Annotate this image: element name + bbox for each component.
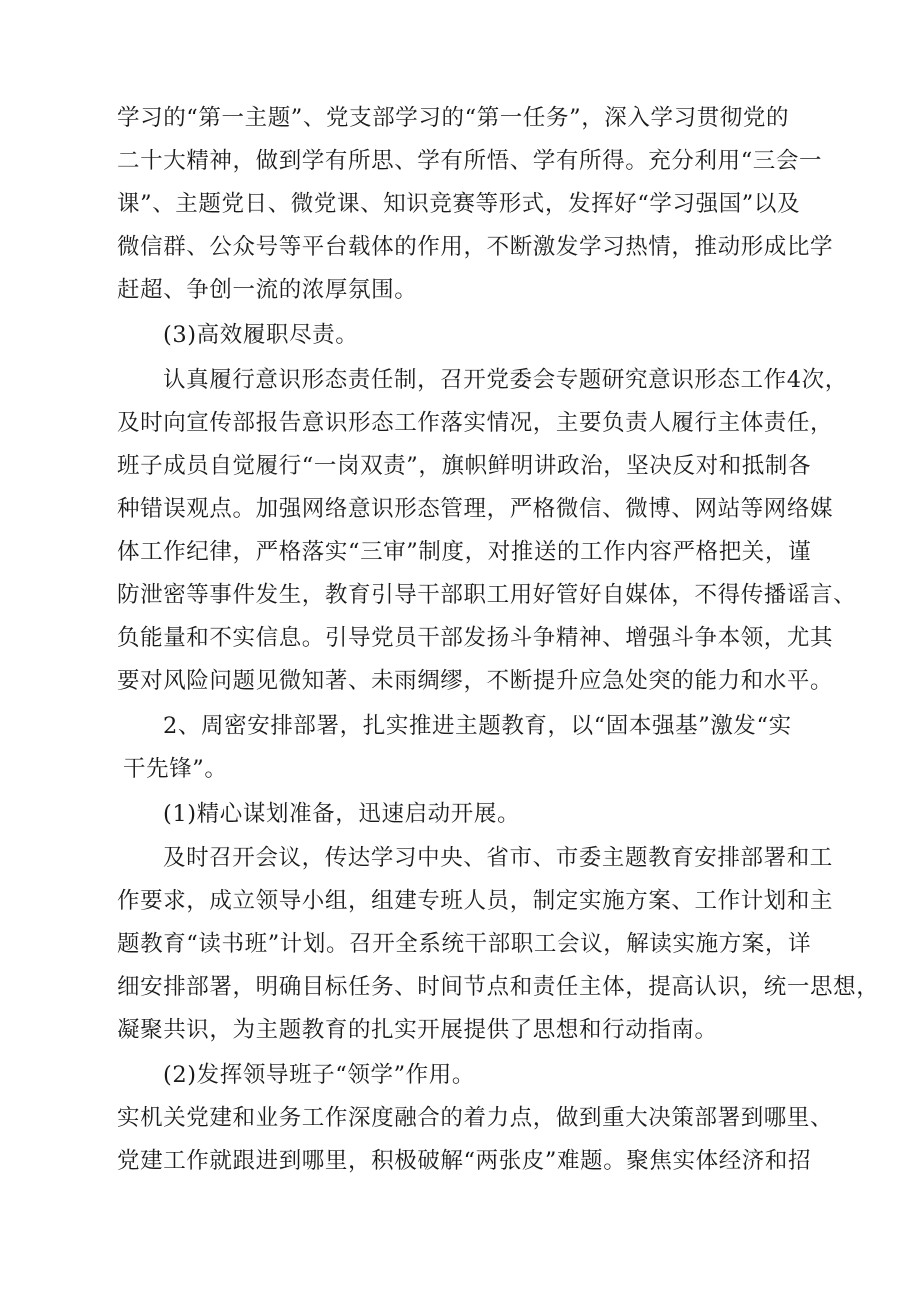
body-text-line: 作要求，成立领导小组，组建专班人员，制定实施方案、工作计划和主 <box>117 888 834 914</box>
subsection-heading: (3)高效履职尽责。 <box>163 322 359 348</box>
body-text-line: 细安排部署，明确目标任务、时间节点和责任主体，提高认识，统一思想， <box>117 974 880 1000</box>
body-text-line: 要对风险问题见微知著、未雨绸缪，不断提升应急处突的能力和水平。 <box>117 668 834 694</box>
section-heading-continued: 干先锋”。 <box>123 756 228 782</box>
body-text-line: 班子成员自觉履行“一岗双责”，旗帜鲜明讲政治，坚决反对和抵制各 <box>117 453 812 479</box>
body-text-line: 赶超、争创一流的浓厚氛围。 <box>117 277 418 303</box>
body-text-line: 种错误观点。加强网络意识形态管理，严格微信、微博、网站等网络媒 <box>117 496 834 522</box>
body-text-line: 防泄密等事件发生，教育引导干部职工用好管好自媒体，不得传播谣言、 <box>117 582 857 608</box>
body-text-line: 体工作纪律，严格落实“三审”制度，对推送的工作内容严格把关，谨 <box>117 539 812 565</box>
body-text-line: 负能量和不实信息。引导党员干部发扬斗争精神、增强斗争本领，尤其 <box>117 625 834 651</box>
section-heading: 2、周密安排部署，扎实推进主题教育，以“固本强基”激发“实 <box>163 713 792 739</box>
body-text-line: 课”、主题党日、微党课、知识竞赛等形式，发挥好“学习强国”以及 <box>117 191 801 217</box>
body-text-line: 微信群、公众号等平台载体的作用，不断激发学习热情，推动形成比学 <box>117 234 834 260</box>
body-text-line: 及时向宣传部报告意识形态工作落实情况，主要负责人履行主体责任， <box>117 410 834 436</box>
body-text-line: 党建工作就跟进到哪里，积极破解“两张皮”难题。聚焦实体经济和招 <box>117 1148 812 1174</box>
body-text-line: 实机关党建和业务工作深度融合的着力点，做到重大决策部署到哪里、 <box>117 1105 834 1131</box>
body-text-line: 题教育“读书班”计划。召开全系统干部职工会议，解读实施方案，详 <box>117 931 812 957</box>
body-text-line: 学习的“第一主题”、党支部学习的“第一任务”，深入学习贯彻党的 <box>117 105 790 131</box>
body-text-line: 认真履行意识形态责任制，召开党委会专题研究意识形态工作4次， <box>163 367 848 393</box>
body-text-line: 二十大精神，做到学有所思、学有所悟、学有所得。充分利用“三会一 <box>117 148 823 174</box>
subsection-heading: (1)精心谋划准备，迅速启动开展。 <box>163 801 521 827</box>
subsection-heading: (2)发挥领导班子“领学”作用。 <box>163 1062 475 1088</box>
body-text-line: 凝聚共识，为主题教育的扎实开展提供了思想和行动指南。 <box>117 1017 718 1043</box>
body-text-line: 及时召开会议，传达学习中央、省市、市委主题教育安排部署和工 <box>163 845 833 871</box>
